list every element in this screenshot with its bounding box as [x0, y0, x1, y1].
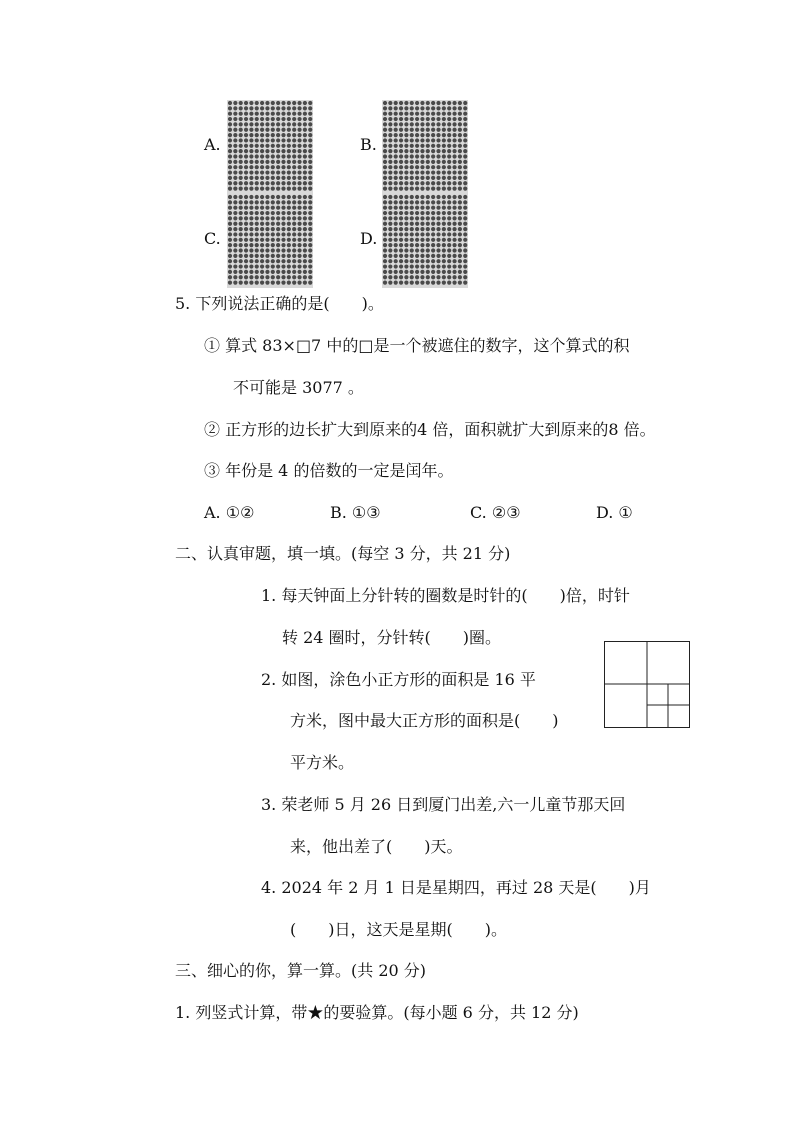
- option-b-label: B.: [360, 135, 377, 154]
- s2-q4-line1: 4. 2024 年 2 月 1 日是星期四，再过 28 天是( )月: [261, 878, 651, 897]
- option-c-dot-grid: [227, 194, 313, 288]
- q5-stem: 5. 下列说法正确的是( )。: [175, 294, 384, 313]
- s2-q2-line3: 平方米。: [290, 753, 355, 772]
- q5-choice-c[interactable]: C. ②③: [470, 503, 521, 522]
- option-d-label: D.: [360, 229, 378, 248]
- s2-q3-line1: 3. 荣老师 5 月 26 日到厦门出差,六一儿童节那天回: [261, 795, 626, 814]
- section-3-heading: 三、细心的你，算一算。(共 20 分): [175, 961, 427, 980]
- q5-choice-d[interactable]: D. ①: [596, 503, 633, 522]
- option-b-dot-grid: [382, 100, 468, 194]
- s2-q1-line2: 转 24 圈时，分针转( )圈。: [282, 628, 502, 647]
- q5-choice-b[interactable]: B. ①③: [330, 503, 381, 522]
- option-d-dot-grid: [382, 194, 468, 288]
- option-c-label: C.: [204, 229, 221, 248]
- q5-statement-3: ③ 年份是 4 的倍数的一定是闰年。: [204, 461, 454, 480]
- s2-q3-line2: 来，他出差了( )天。: [290, 837, 463, 856]
- s3-q1: 1. 列竖式计算，带★的要验算。(每小题 6 分，共 12 分): [175, 1003, 579, 1022]
- s2-q2-line2: 方米，图中最大正方形的面积是( ): [290, 711, 559, 730]
- s2-q2-line1: 2. 如图，涂色小正方形的面积是 16 平: [261, 670, 536, 689]
- s2-q1-line1: 1. 每天钟面上分针转的圈数是时针的( )倍，时针: [261, 586, 630, 605]
- q5-statement-2: ② 正方形的边长扩大到原来的4 倍，面积就扩大到原来的8 倍。: [204, 420, 656, 439]
- s2-q4-line2: ( )日，这天是星期( )。: [290, 920, 507, 939]
- q5-choice-a[interactable]: A. ①②: [204, 503, 255, 522]
- q5-statement-1-cont: 不可能是 3077 。: [233, 378, 364, 397]
- option-a-label: A.: [204, 135, 221, 154]
- square-figure: [604, 641, 690, 728]
- option-a-dot-grid: [227, 100, 313, 194]
- q5-statement-1: ① 算式 83×□7 中的□是一个被遮住的数字，这个算式的积: [204, 336, 630, 355]
- section-2-heading: 二、认真审题，填一填。(每空 3 分，共 21 分): [175, 544, 511, 563]
